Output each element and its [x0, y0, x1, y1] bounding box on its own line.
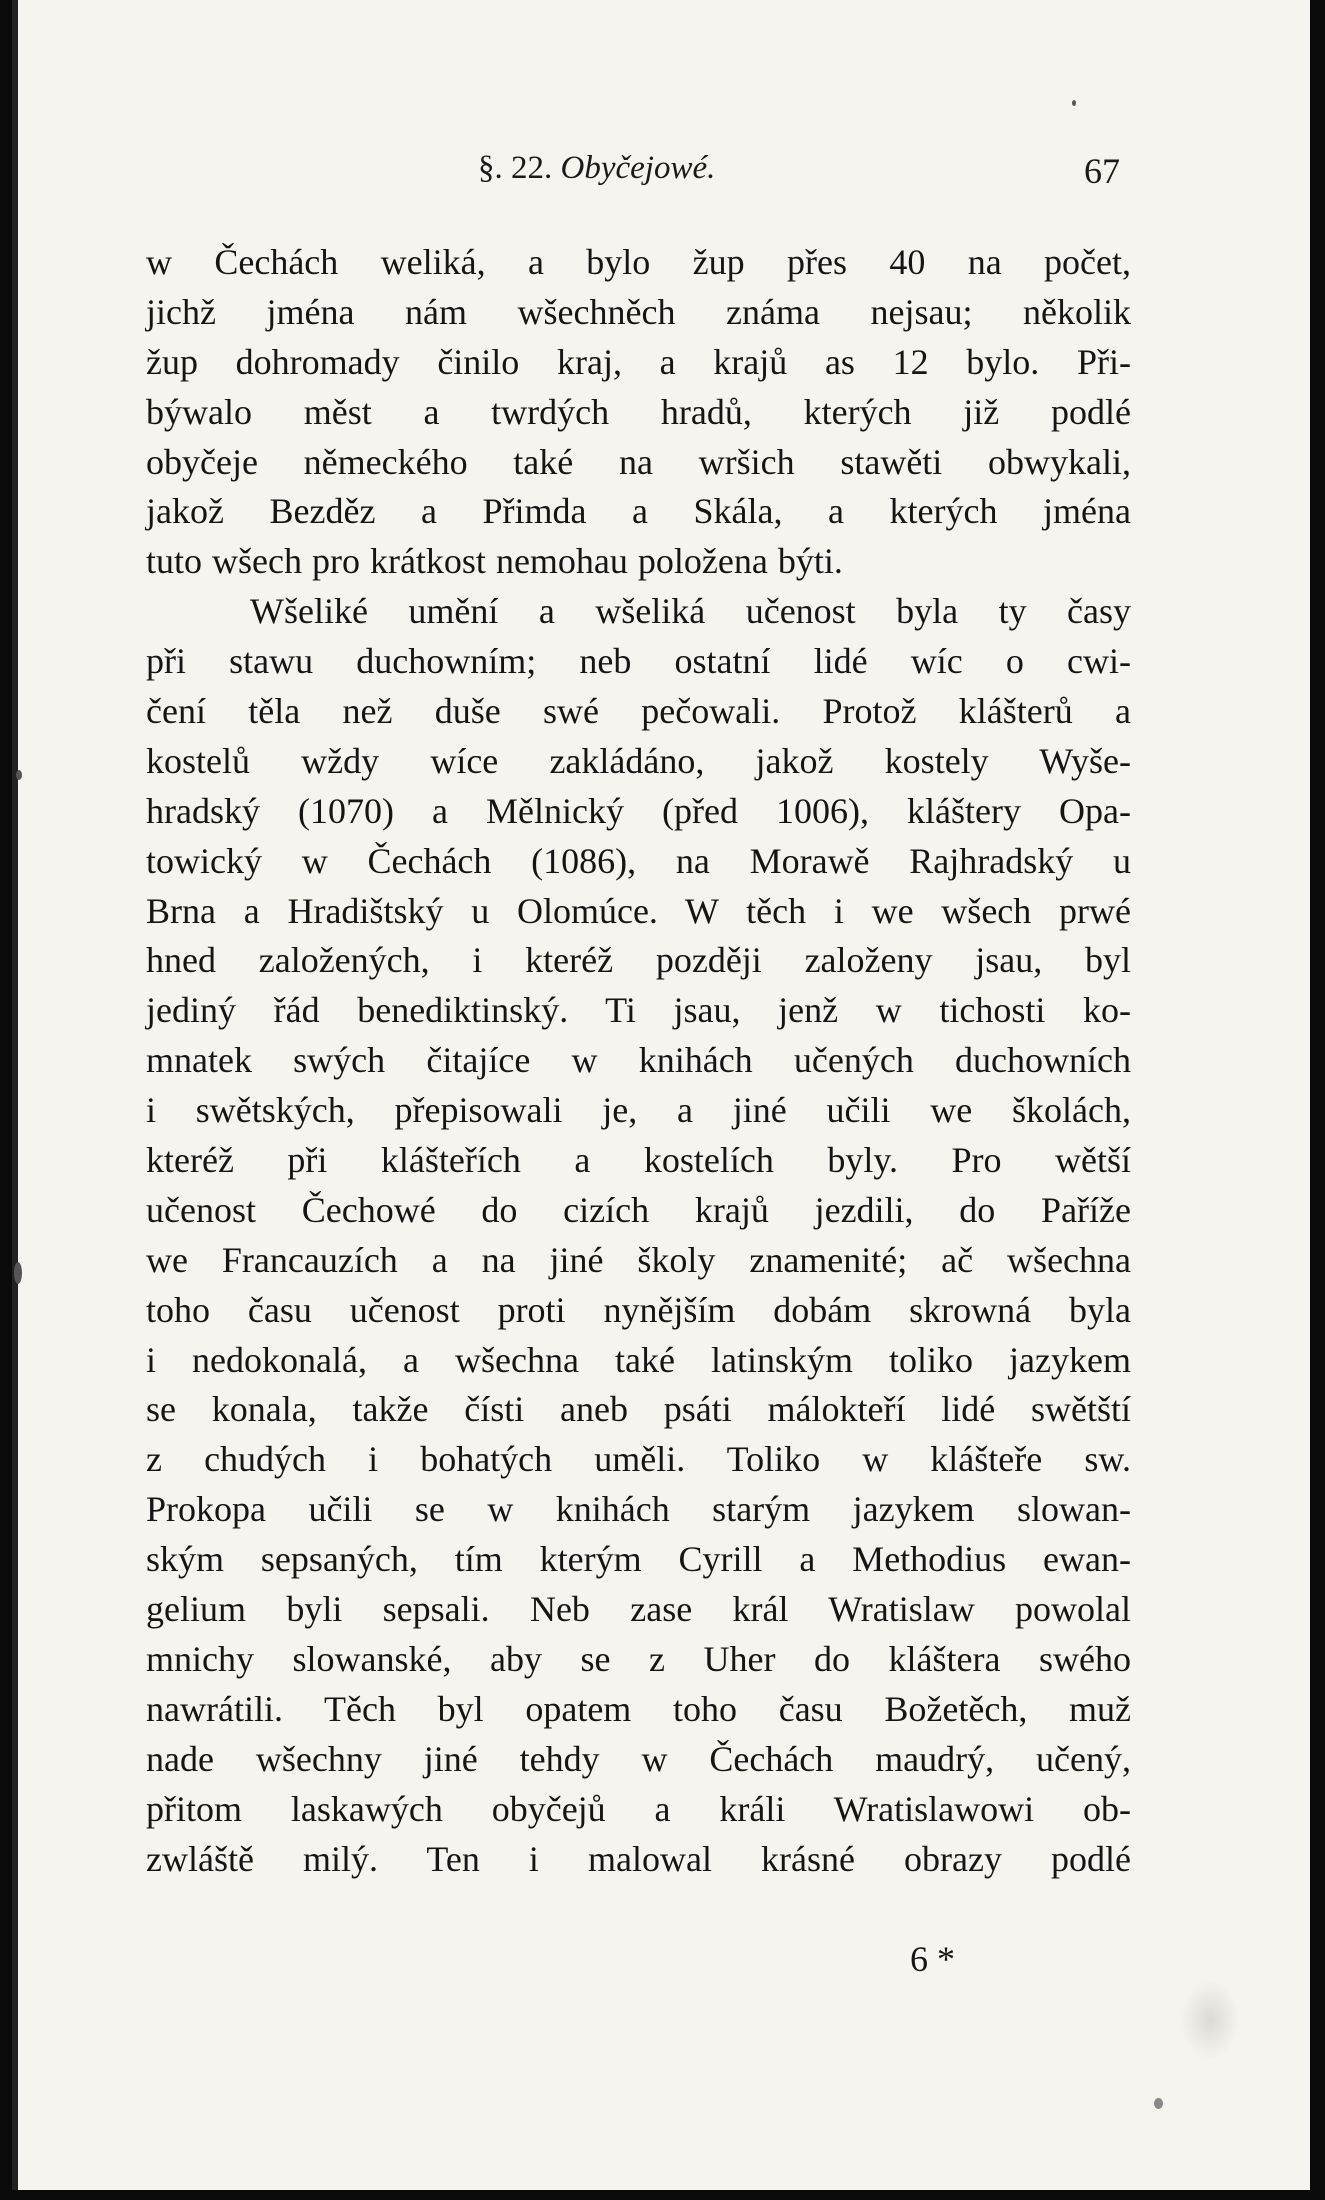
text-line: hradský (1070) a Mělnický (před 1006), kláštery Opa- — [146, 790, 1131, 831]
page-number: 67 — [1084, 151, 1120, 191]
running-head — [12, 150, 1310, 210]
text-line: jichž jména nám wšechněch známa nejsau; několik — [146, 291, 1131, 332]
text-line: čení těla než duše swé pečowali. Protož klášterů a — [146, 691, 1131, 732]
text-line: obyčeje německého také na wršich stawěti obwykali, — [146, 441, 1131, 482]
text-line: toho času učenost proti nynějším dobám skrowná byla — [146, 1289, 1131, 1330]
signature-mark: 6 * — [910, 1939, 955, 1979]
text-line: Prokopa učili se w knihách starým jazykem slowan- — [146, 1489, 1131, 1530]
section-name: Obyčejowé. — [560, 150, 716, 186]
text-line: Brna a Hradištský u Olomúce. W těch i we wšech prwé — [146, 890, 1131, 931]
ink-speck — [16, 770, 22, 780]
text-line: hned založených, i kteréž později založeny jsau, byl — [146, 940, 1131, 981]
text-line: w Čechách weliká, a bylo žup přes 40 na počet, — [146, 242, 1131, 282]
text-line: zwláště milý. Ten i malowal krásné obrazy podlé — [146, 1838, 1131, 1879]
section-number: §. 22. — [478, 150, 553, 186]
text-line: gelium byli sepsali. Neb zase král Wratislaw powolal — [146, 1589, 1131, 1630]
text-line: jediný řád benediktinský. Ti jsau, jenž w tichosti ko- — [146, 990, 1131, 1031]
text-line: i nedokonalá, a wšechna také latinským toliko jazykem — [146, 1339, 1131, 1380]
book-page — [12, 0, 1310, 2190]
ink-speck — [14, 1262, 22, 1284]
text-line: žup dohromady činilo kraj, a krajů as 12 bylo. Při- — [146, 341, 1131, 382]
paper-smudge — [1180, 1980, 1240, 2060]
text-line: kteréž při klášteřích a kostelích byly. Pro wětší — [146, 1140, 1131, 1181]
text-line: nade wšechny jiné tehdy w Čechách maudrý, učený, — [146, 1738, 1131, 1779]
text-line: towický w Čechách (1086), na Morawě Rajhradský u — [146, 840, 1131, 881]
text-line: i swětských, přepisowali je, a jiné učili we školách, — [146, 1090, 1131, 1131]
text-line-paragraph-start: Wšeliké umění a wšeliká učenost byla ty časy — [250, 591, 1131, 632]
text-line: nawrátili. Těch byl opatem toho času Božetěch, muž — [146, 1688, 1131, 1729]
text-line: mnatek swých čitajíce w knihách učených duchowních — [146, 1040, 1131, 1081]
text-line: kostelů wždy wíce zakládáno, jakož kostely Wyše- — [146, 740, 1131, 781]
text-line: býwalo měst a twrdých hradů, kterých již podlé — [146, 391, 1131, 432]
body-text — [146, 238, 1131, 1884]
section-title — [478, 150, 715, 187]
text-line: přitom laskawých obyčejů a králi Wratislawowi ob- — [146, 1788, 1131, 1829]
text-line: mnichy slowanské, aby se z Uher do kláštera swého — [146, 1638, 1131, 1679]
text-line: we Francauzích a na jiné školy znamenité; ač wšechna — [146, 1239, 1131, 1280]
text-line: z chudých i bohatých uměli. Toliko w klášteře sw. — [146, 1439, 1131, 1480]
text-line: se konala, takže čísti aneb psáti málokteří lidé swětští — [146, 1389, 1131, 1430]
text-line: tuto wšech pro krátkost nemohau položena býti. — [146, 541, 843, 582]
text-line: učenost Čechowé do cizích krajů jezdili, do Paříže — [146, 1189, 1131, 1230]
text-line: při stawu duchowním; neb ostatní lidé wíc o cwi- — [146, 641, 1131, 682]
ink-speck — [1072, 100, 1076, 106]
ink-speck — [1154, 2098, 1163, 2109]
binding-edge — [12, 0, 18, 2190]
text-line: ským sepsaných, tím kterým Cyrill a Methodius ewan- — [146, 1539, 1131, 1580]
text-line: jakož Bezděz a Přimda a Skála, a kterých jména — [146, 491, 1131, 532]
